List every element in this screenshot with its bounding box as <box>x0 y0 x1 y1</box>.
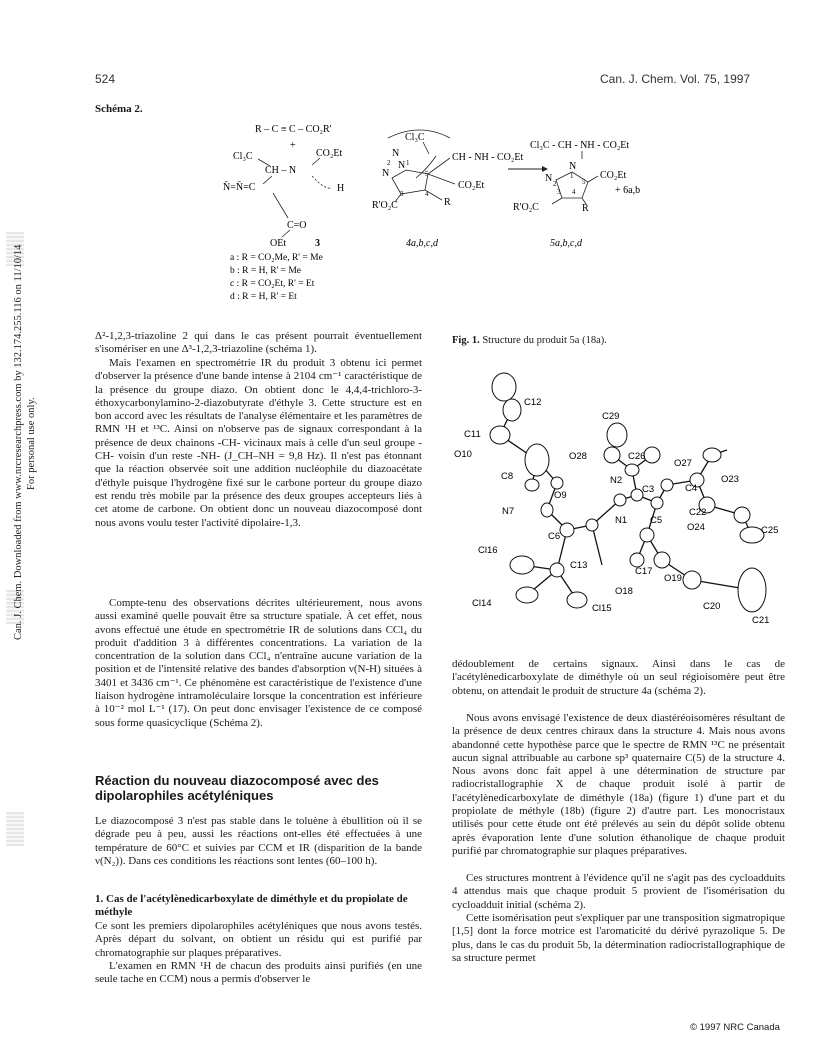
download-note-line1: Can. J. Chem. Downloaded from www.nrcresearchpress.com by 132.174.255.116 on 11/10/14 <box>13 244 24 640</box>
cmp4-n2: N <box>398 160 406 171</box>
cmp3-ceq: C=O <box>287 220 307 231</box>
cmp4-ring-num: 5 <box>425 170 429 178</box>
cmp5-ring-num: 1 <box>570 172 574 180</box>
cmp3-h: H <box>337 183 345 194</box>
left-column <box>95 330 422 987</box>
compound-3-structure <box>223 148 344 249</box>
cmp5-r: R <box>582 203 589 214</box>
paragraph: Ces structures montrent à l'évidence qu'il ne s'agit pas des cycloadduits 4 attendus mais que chaque produit 5 provient de l'isomérisation du cycloadduit initial (schéma 2). <box>452 872 785 911</box>
right-column <box>452 658 785 966</box>
copyright: © 1997 NRC Canada <box>690 1022 780 1033</box>
cmp4-ch-nh: CH - NH - CO₂Et <box>452 152 524 163</box>
atom-label: O19 <box>664 573 682 584</box>
download-note-line2: For personal use only. <box>26 397 37 490</box>
cmp5-top: Cl₃C - CH - NH - CO₂Et <box>530 140 630 151</box>
paragraph: Nous avons envisagé l'existence de deux diastéréoisomères résultant de la présence de deux centres chiraux dans la structure 4. Mais nous avons abandonné cette hypothèse parce que le spectre de RMN ¹³C ne présentait aucun signal attribuable au carbone sp³ quaternaire C(5) de la structure 4. Nous avons donc fait appel à une détermination de structure par radiocristallographie X de chaque produit isolé à partir de l'acétylènedicarboxylate de diméthyle (18a) (figure 1) d'une part et du propiolate de méthyle (18b) (figure 2) d'autre part. Les monocristaux utilisés pour cette étude ont été prélevés au sein du dépôt solide obtenu après évaporation lente d'une solution éthanolique de chaque produit purifié par chromatographie sur plaques préparatives. <box>452 712 785 857</box>
legend-b: b : R = H, R' = Me <box>230 266 302 276</box>
cmp5-label: 5a,b,c,d <box>550 238 582 249</box>
cmp4-ring-num: 2 <box>387 159 391 167</box>
legend-d: d : R = H, R' = Et <box>230 292 297 302</box>
legend-c: c : R = CO₂Et, R' = Et <box>230 279 315 289</box>
cmp4-ring-num: 1 <box>406 159 410 167</box>
schema-2-diagram <box>220 118 680 308</box>
cmp5-n: N <box>569 161 577 172</box>
atom-label: C8 <box>501 471 514 482</box>
cmp5-ring-num: 2 <box>553 180 557 188</box>
atom-label: O10 <box>454 449 472 460</box>
figure-caption-text: Structure du produit 5a (18a). <box>482 335 607 346</box>
atom-label: C21 <box>752 615 770 626</box>
cmp5-ring-num: 3 <box>557 188 561 196</box>
cmp4-ring-num: 4 <box>425 190 429 198</box>
figure-caption <box>452 335 782 346</box>
atom-label: C11 <box>464 429 481 440</box>
paragraph: Δ²-1,2,3-triazoline 2 qui dans le cas présent pourrait éventuellement s'isomériser en une Δ³-1,2,3-triazoline (schéma 1). <box>95 330 422 356</box>
cmp4-co2et: CO₂Et <box>458 180 485 191</box>
figure-caption-label: Fig. 1. <box>452 335 480 346</box>
atom-label: O18 <box>615 586 633 597</box>
paragraph: Le diazocomposé 3 n'est pas stable dans le toluène à ébullition où il se dégrade peu à peu, aussi les réactions ont-elles été effectuées à une température de 60°C et suivies par CCM et IR (disparition de la bande ν(N₂)). Dans ces conditions les réactions sont lentes (60–100 h). <box>95 815 422 867</box>
legend-a: a : R = CO₂Me, R' = Me <box>230 253 323 263</box>
cmp4-ring-num: 3 <box>400 190 404 198</box>
cmp3-ch-n: CH – N <box>265 165 297 176</box>
paragraph: Cette isomérisation peut s'expliquer par une transposition sigmatropique [1,5] dont la force motrice est l'aromaticité du dérivé pyrazolique 5. De plus, dans le cas du produit 5b, la détermination radiocristallographique de sa structure permet <box>452 912 785 964</box>
paragraph: Ce sont les premiers dipolarophiles acétyléniques que nous avons testés. Après départ du solvant, on obtient un résidu qui est purifié par chromatographie sur plaques préparatives. <box>95 920 422 959</box>
cmp4-r: R <box>444 197 451 208</box>
atom-label: O28 <box>569 451 587 462</box>
atom-label: C17 <box>635 566 653 577</box>
atom-label: O23 <box>721 474 739 485</box>
cmp3-diazo: N̄=N̄=C <box>223 182 256 193</box>
paragraph: Mais l'examen en spectrométrie IR du produit 3 obtenu ici permet d'observer la présence d'une bande intense à 2104 cm⁻¹ caractéristique de la présence du groupe diazo. On obtient donc le 4,4,4-trichloro-3-éthoxycarbonylamino-2-diazobutyrate d'éthyle 3. Cette structure est en bon accord avec les résultats de l'analyse élémentaire et les paramètres de RMN ¹H et ¹³C. Ainsi on n'observe pas de signaux correspondant à la présence de deux chainons -CH- vicinaux mais à celle d'un seul groupe -CH- voisin d'un reste -NH- (J_CH–NH = 9,8 Hz). Il n'est pas étonnant que la réaction observée soit une addition nucléophile du diazoacétate d'éthyle puisque l'hydrogène fixé sur le carbone porteur du groupe diazo est rendu très mobile par la présence des deux groupes accepteurs liés à cet atome de carbone. On obtient donc un nouveau diazocomposé dont nous avons voulu tester l'activité dipolaire-1,3. <box>95 357 422 529</box>
atom-label: C5 <box>650 515 663 526</box>
cmp5-n2: N <box>545 173 553 184</box>
atom-label: N2 <box>610 475 623 486</box>
schema-title: Schéma 2. <box>95 103 143 115</box>
download-note <box>8 190 40 640</box>
plus-6: + 6a,b <box>615 185 641 196</box>
section-title: Réaction du nouveau diazocomposé avec des dipolarophiles acétyléniques <box>95 773 379 803</box>
cmp4-ccl3: Cl₃C <box>405 132 425 143</box>
atom-label: C22 <box>689 507 707 518</box>
atom-label: N1 <box>615 515 628 526</box>
atom-label: C6 <box>548 531 561 542</box>
atom-label: Cl15 <box>592 603 612 614</box>
page-number: 524 <box>95 72 116 86</box>
subsection-title: 1. Cas de l'acétylènedicarboxylate de diméthyle et du propiolate de méthyle <box>95 893 408 918</box>
atom-label: O27 <box>674 458 692 469</box>
cmp5-r2: R'O₂C <box>513 202 539 213</box>
alkyne-text: R – C ≡ C – CO₂R' <box>255 124 332 135</box>
cmp5-ring-num: 4 <box>572 188 576 196</box>
running-header: Can. J. Chem. Vol. 75, 1997 <box>600 72 751 86</box>
atom-label: C20 <box>703 601 721 612</box>
cmp4-r2: R'O₂C <box>372 200 398 211</box>
paragraph: L'examen en RMN ¹H de chacun des produits ainsi purifiés (en une seule tache en CCM) nous a permis d'observer le <box>95 960 422 986</box>
cmp3-oet: OEt <box>270 238 287 249</box>
atom-label: C12 <box>524 397 542 408</box>
cmp3-ccl3: Cl₃C <box>233 151 253 162</box>
cmp4-label: 4a,b,c,d <box>406 238 438 249</box>
cmp4-n3: N <box>382 168 390 179</box>
atom-label: C29 <box>602 411 620 422</box>
atom-label: C13 <box>570 560 588 571</box>
cmp3-co2et: CO₂Et <box>316 148 343 159</box>
atom-label: C25 <box>761 525 779 536</box>
plus-sign: + <box>290 140 296 151</box>
cmp4-n1: N <box>392 148 400 159</box>
paragraph: Compte-tenu des observations décrites ultérieurement, nous avons aussi examiné quelle pouvait être sa structure spatiale. À cet effet, nous avons effectué une étude en spectrométrie IR de solutions dans CCl₄ du produit d'addition 3 à différentes concentrations. La variation de la concentration de la solution dans CCl₄ n'entraîne aucune variation de la position et de l'intensité relative des bandes d'absorption ν(N-H) situées à 3401 et 3436 cm⁻¹. Ce phénomène est caractéristique de l'existence d'une liaison hydrogène intramoléculaire lorsque la concentration est inférieure à 10⁻² mol L⁻¹ (17). On peut donc envisager l'existence de ce composé sous forme quasicyclique (Schéma 2). <box>95 597 422 729</box>
atom-label: O9 <box>554 490 567 501</box>
compound-4-structure <box>372 130 523 249</box>
cmp5-ring-num: 5 <box>582 178 586 186</box>
compound-5-structure <box>513 140 640 249</box>
atom-label: C3 <box>642 484 655 495</box>
ortep-figure <box>452 355 792 645</box>
atom-label: N7 <box>502 506 515 517</box>
atom-label: C26 <box>628 451 646 462</box>
cmp5-co2et: CO₂Et <box>600 170 627 181</box>
cmp3-label: 3 <box>315 238 320 249</box>
atom-label: C4 <box>685 483 698 494</box>
paragraph: dédoublement de certains signaux. Ainsi dans le cas de l'acétylènedicarboxylate de diméthyle où un seul régioisomère peut être obtenu, on attendait le produit de structure 4a (schéma 2). <box>452 658 785 697</box>
atom-label: Cl14 <box>472 598 492 609</box>
atom-label: Cl16 <box>478 545 498 556</box>
atom-label: O24 <box>687 522 705 533</box>
scan-mark <box>6 812 24 846</box>
